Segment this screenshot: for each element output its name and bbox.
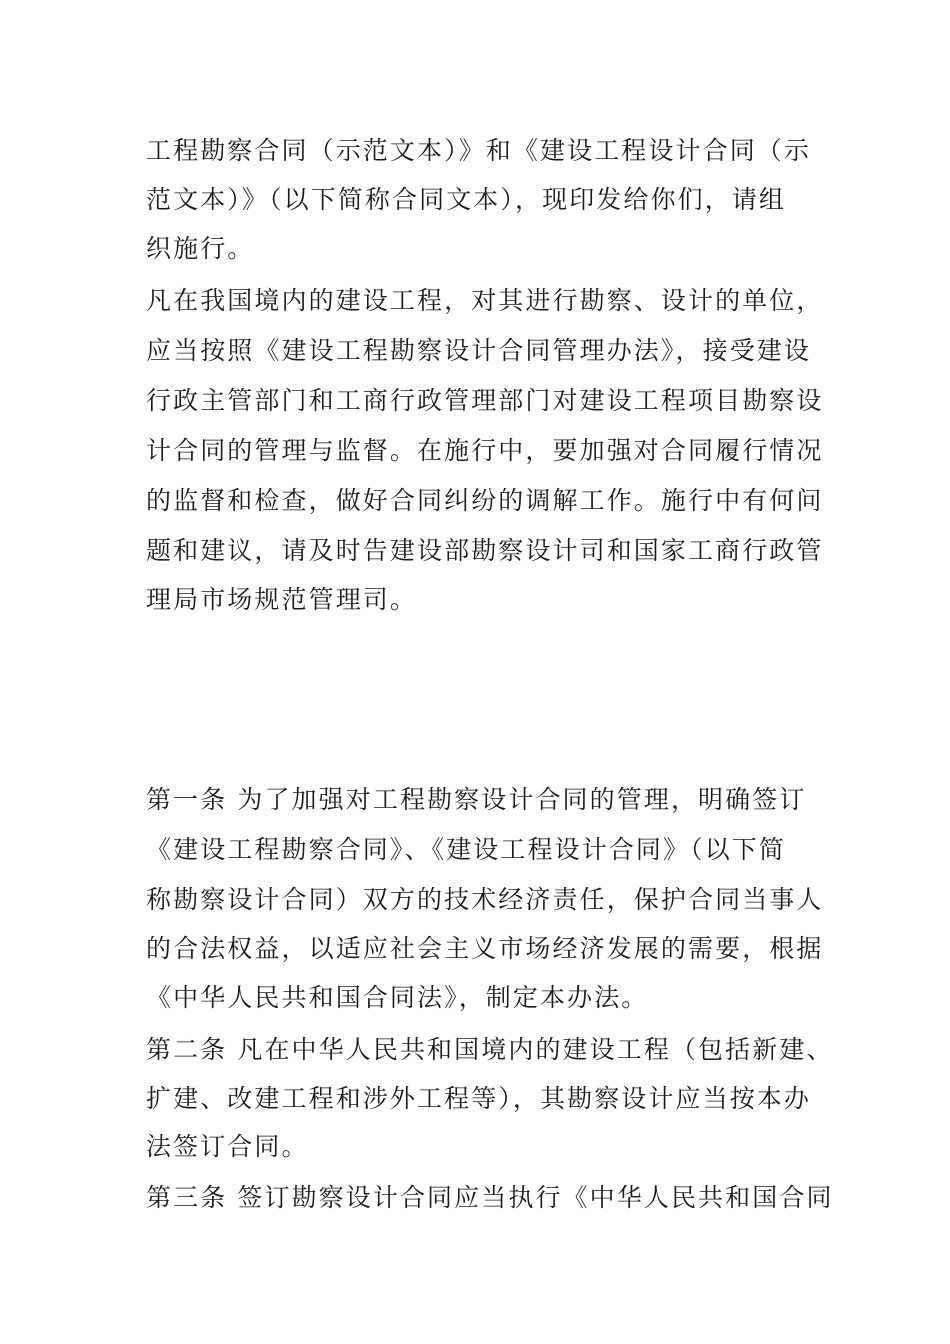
text-line: 织施行。 [146,234,255,263]
text-line: 的合法权益，以适应社会主义市场经济发展的需要，根据 [146,934,824,963]
text-line: 扩建、改建工程和涉外工程等），其勘察设计应当按本办 [146,1084,812,1113]
text-line: 理局市场规范管理司。 [146,585,418,614]
text-line: 的监督和检查，做好合同纠纷的调解工作。施行中有何问 [146,486,824,515]
text-line: 凡在我国境内的建设工程，对其进行勘察、设计的单位， [146,286,824,315]
text-line: 第一条 为了加强对工程勘察设计合同的管理，明确签订 [146,785,807,814]
text-line: 计合同的管理与监督。在施行中，要加强对合同履行情况 [146,436,824,465]
text-line: 第三条 签订勘察设计合同应当执行《中华人民共和国合同 [146,1183,834,1212]
text-line: 法签订合同。 [146,1132,309,1161]
text-line: 行政主管部门和工商行政管理部门对建设工程项目勘察设 [146,386,824,415]
text-line: 范文本）》（以下简称合同文本），现印发给你们，请组 [146,185,787,214]
text-line: 题和建议，请及时告建设部勘察设计司和国家工商行政管 [146,536,824,565]
text-line: 《建设工程勘察合同》、《建设工程设计合同》（以下简 [146,835,787,864]
text-line: 工程勘察合同（示范文本）》和《建设工程设计合同（示 [146,136,812,165]
text-line: 《中华人民共和国合同法》，制定本办法。 [146,983,649,1012]
text-line: 第二条 凡在中华人民共和国境内的建设工程（包括新建、 [146,1035,834,1064]
text-line: 应当按照《建设工程勘察设计合同管理办法》，接受建设 [146,336,812,365]
text-line: 称勘察设计合同）双方的技术经济责任，保护合同当事人 [146,885,824,914]
